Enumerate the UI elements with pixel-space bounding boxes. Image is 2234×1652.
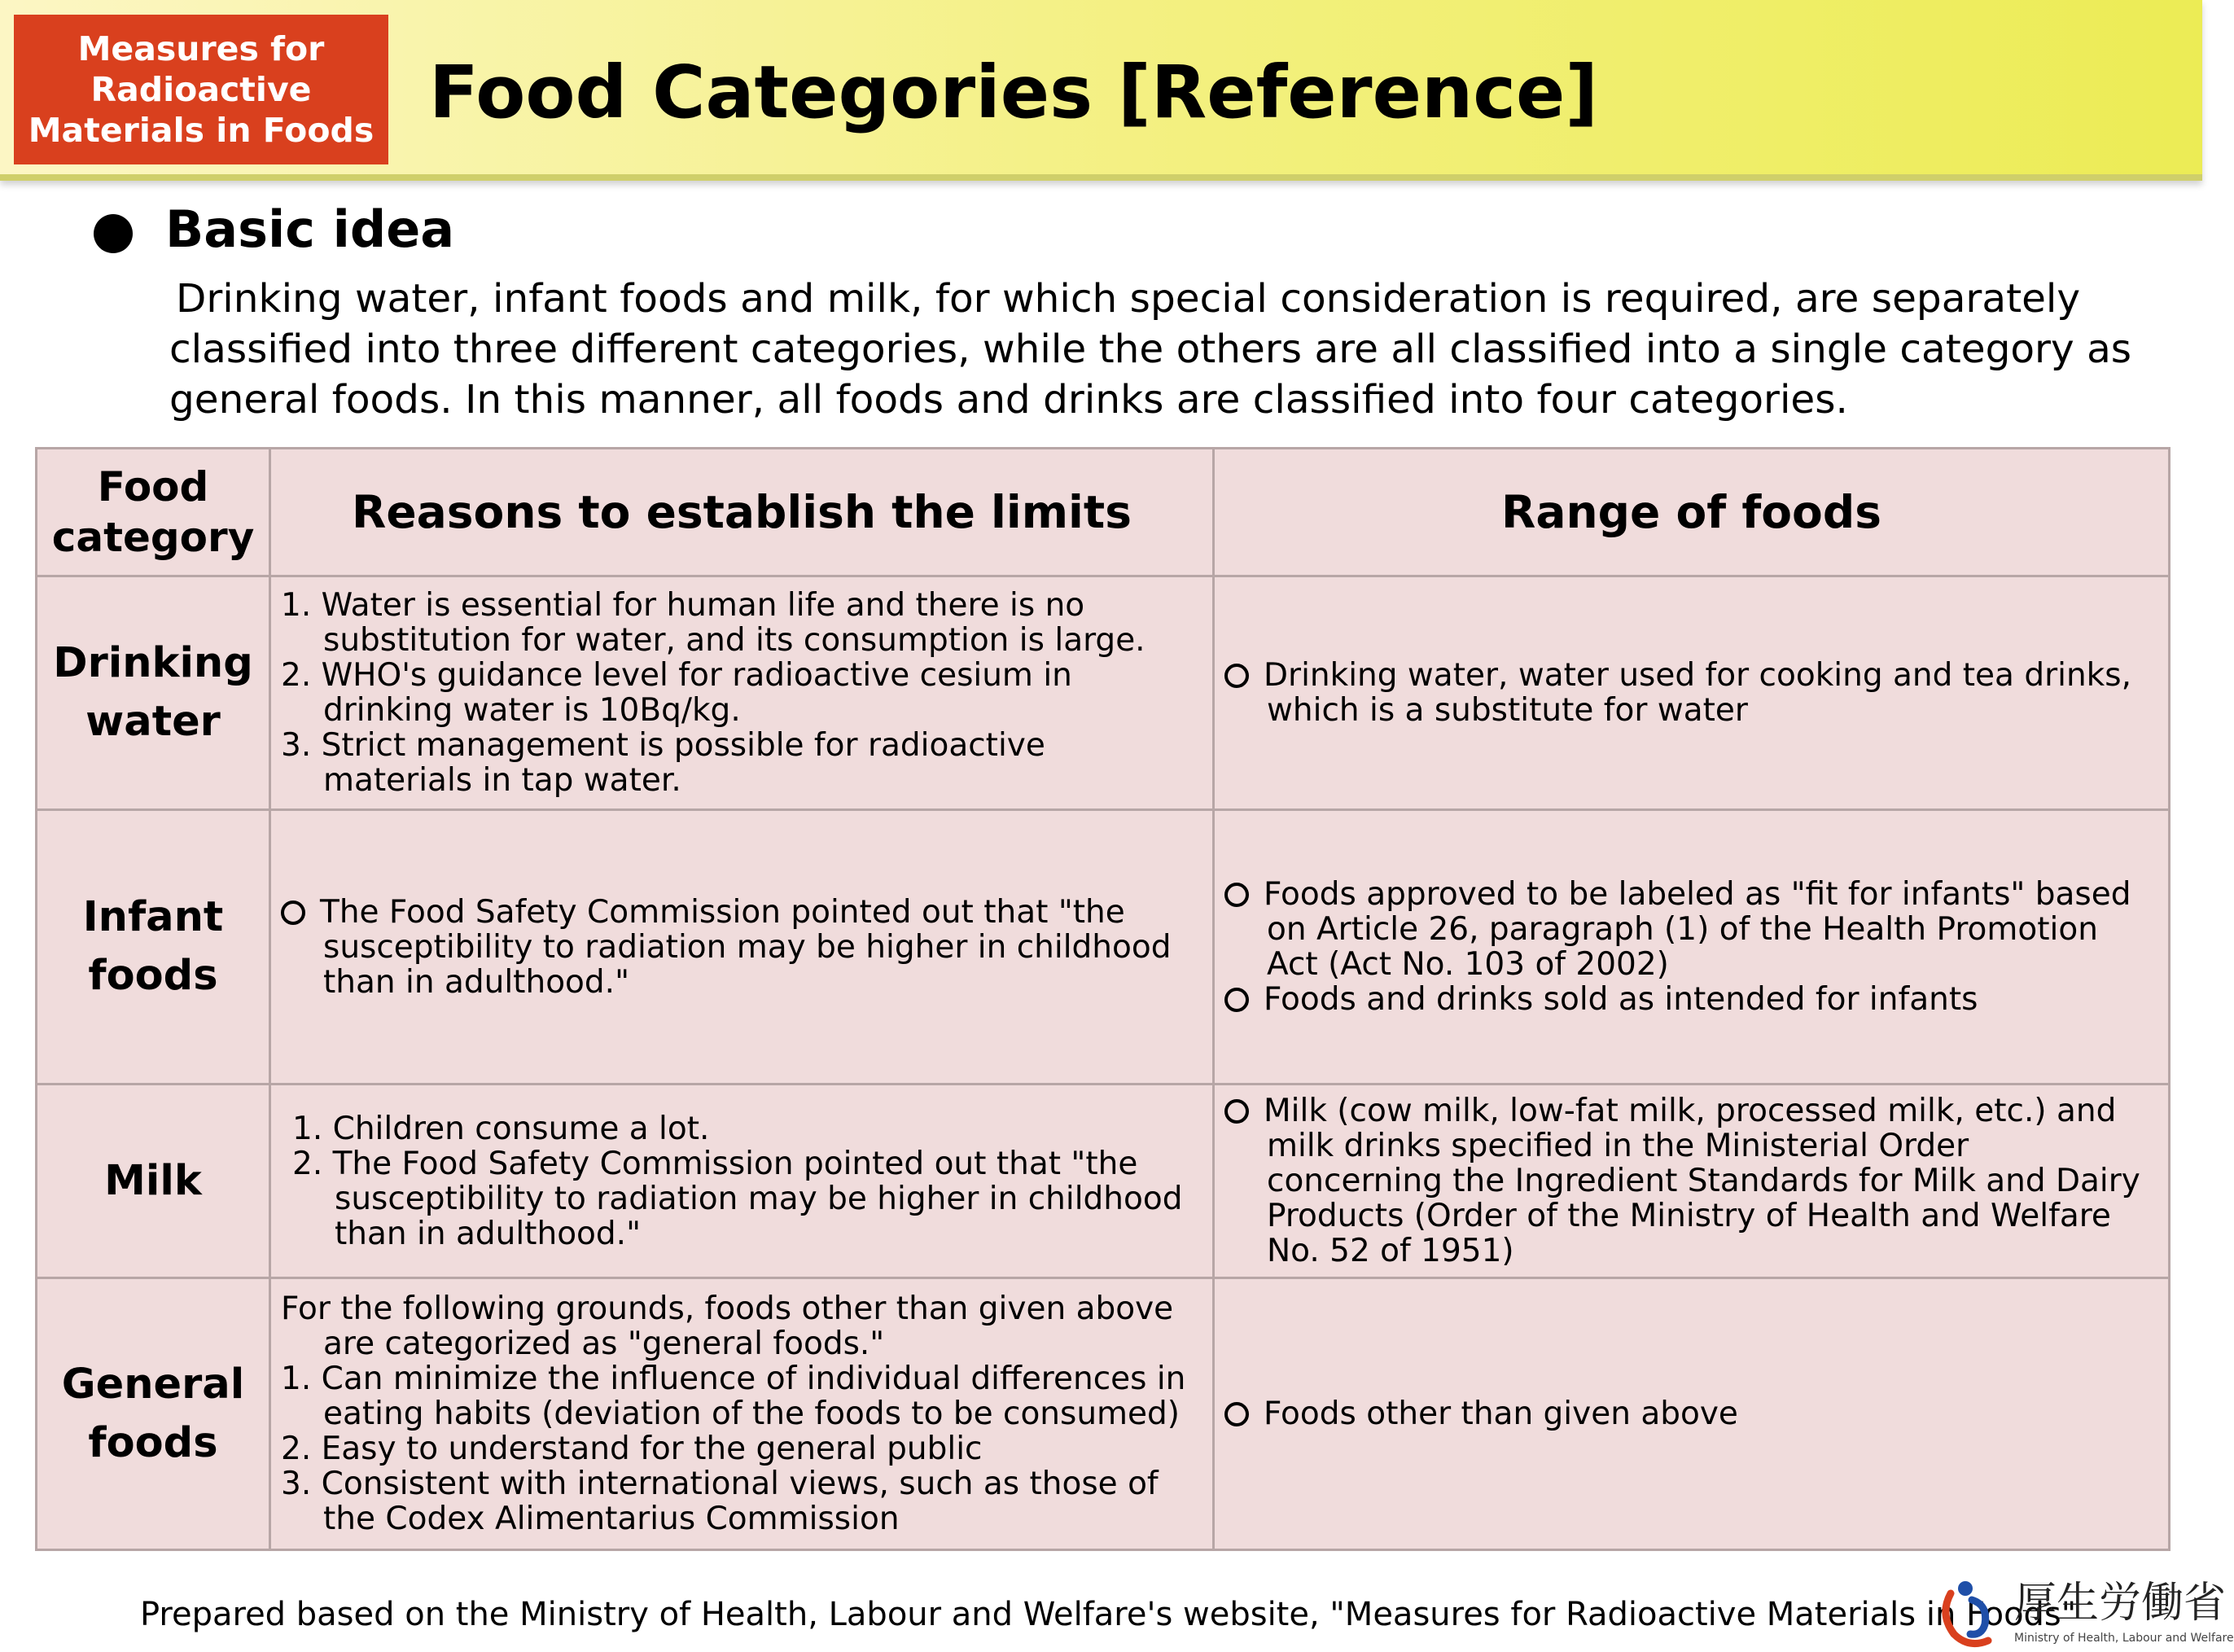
header-food-category: Food category <box>37 449 270 576</box>
table-header-row <box>37 449 2170 576</box>
bullet-icon <box>94 214 133 253</box>
reason-item: 2. The Food Safety Commission pointed out that "the susceptibility to radiation may be higher in childhood than in adulthood." <box>292 1145 1183 1252</box>
range-item: Milk (cow milk, low-fat milk, processed milk, etc.) and milk drinks specified in the Ministerial Order concerning the Ingredient Standards for Milk and Dairy Products (Order of the Ministry of Health and Welfare No. 52 of 1951) <box>1264 1093 2140 1269</box>
source-note: Prepared based on the Ministry of Health, Labour and Welfare's website, "Measures for Radioactive Materials in Foods" <box>140 1596 2077 1633</box>
ministry-logo-text: 厚生労働省 <box>2014 1579 2227 1628</box>
circle-bullet-icon <box>1224 988 1249 1012</box>
basic-idea-heading: Basic idea <box>165 199 455 259</box>
food-category-table <box>35 447 2170 1551</box>
header-range: Range of foods <box>1214 449 2170 576</box>
circle-bullet-icon <box>1224 883 1249 907</box>
page-title: Food Categories [Reference] <box>429 50 1599 134</box>
reason-item: 2. Easy to understand for the general public <box>281 1431 983 1467</box>
table-row-drinking-water <box>37 576 2170 810</box>
range-drinking-water <box>1214 576 2170 810</box>
category-infant-foods: Infant foods <box>37 810 270 1085</box>
reason-item: For the following grounds, foods other than given above are categorized as "general foods." <box>281 1290 1174 1362</box>
reason-item: 1. Can minimize the influence of individual differences in eating habits (deviation of the foods to be consumed) <box>281 1361 1186 1432</box>
reason-item: 3. Strict management is possible for radioactive materials in tap water. <box>281 727 1045 799</box>
category-milk: Milk <box>37 1085 270 1278</box>
range-milk <box>1214 1085 2170 1278</box>
circle-bullet-icon <box>1224 1099 1249 1124</box>
circle-bullet-icon <box>281 900 305 925</box>
circle-bullet-icon <box>1224 1402 1249 1426</box>
reasons-drinking-water <box>270 576 1214 810</box>
reasons-infant-foods <box>270 810 1214 1085</box>
basic-idea-text: Drinking water, infant foods and milk, for which special consideration is required, are separately classified into three different categories, while the others are all classified into a single category as general foods. In this manner, all foods and drinks are classified into four categories. <box>169 276 2132 423</box>
reasons-general-foods <box>270 1278 1214 1550</box>
table-row-infant-foods <box>37 810 2170 1085</box>
range-item: Foods and drinks sold as intended for infants <box>1264 981 1978 1018</box>
ministry-logo-english: Ministry of Health, Labour and Welfare <box>2014 1632 2234 1645</box>
reason-item: 1. Water is essential for human life and there is no substitution for water, and its consumption is large. <box>281 587 1145 659</box>
range-item: Foods approved to be labeled as "fit for infants" based on Article 26, paragraph (1) of the Health Promotion Act (Act No. 103 of 2002) <box>1264 876 2131 983</box>
reason-item: 1. Children consume a lot. <box>292 1110 710 1147</box>
range-item: Drinking water, water used for cooking and tea drinks, which is a substitute for water <box>1264 657 2131 729</box>
header-reasons: Reasons to establish the limits <box>270 449 1214 576</box>
header-band <box>0 0 2202 181</box>
range-item: Foods other than given above <box>1264 1396 1738 1432</box>
section-badge: Measures for Radioactive Materials in Foods <box>14 15 388 164</box>
ministry-logo-icon <box>1936 1577 2006 1647</box>
range-general-foods <box>1214 1278 2170 1550</box>
circle-bullet-icon <box>1224 664 1249 688</box>
table-row-milk <box>37 1085 2170 1278</box>
category-general-foods: General foods <box>37 1278 270 1550</box>
reasons-milk <box>270 1085 1214 1278</box>
category-drinking-water: Drinking water <box>37 576 270 810</box>
reason-item: 2. WHO's guidance level for radioactive cesium in drinking water is 10Bq/kg. <box>281 657 1072 729</box>
reason-item: 3. Consistent with international views, such as those of the Codex Alimentarius Commission <box>281 1466 1159 1537</box>
table-row-general-foods <box>37 1278 2170 1550</box>
reason-item: The Food Safety Commission pointed out that "the susceptibility to radiation may be higher in childhood than in adulthood." <box>320 893 1172 1001</box>
range-infant-foods <box>1214 810 2170 1085</box>
